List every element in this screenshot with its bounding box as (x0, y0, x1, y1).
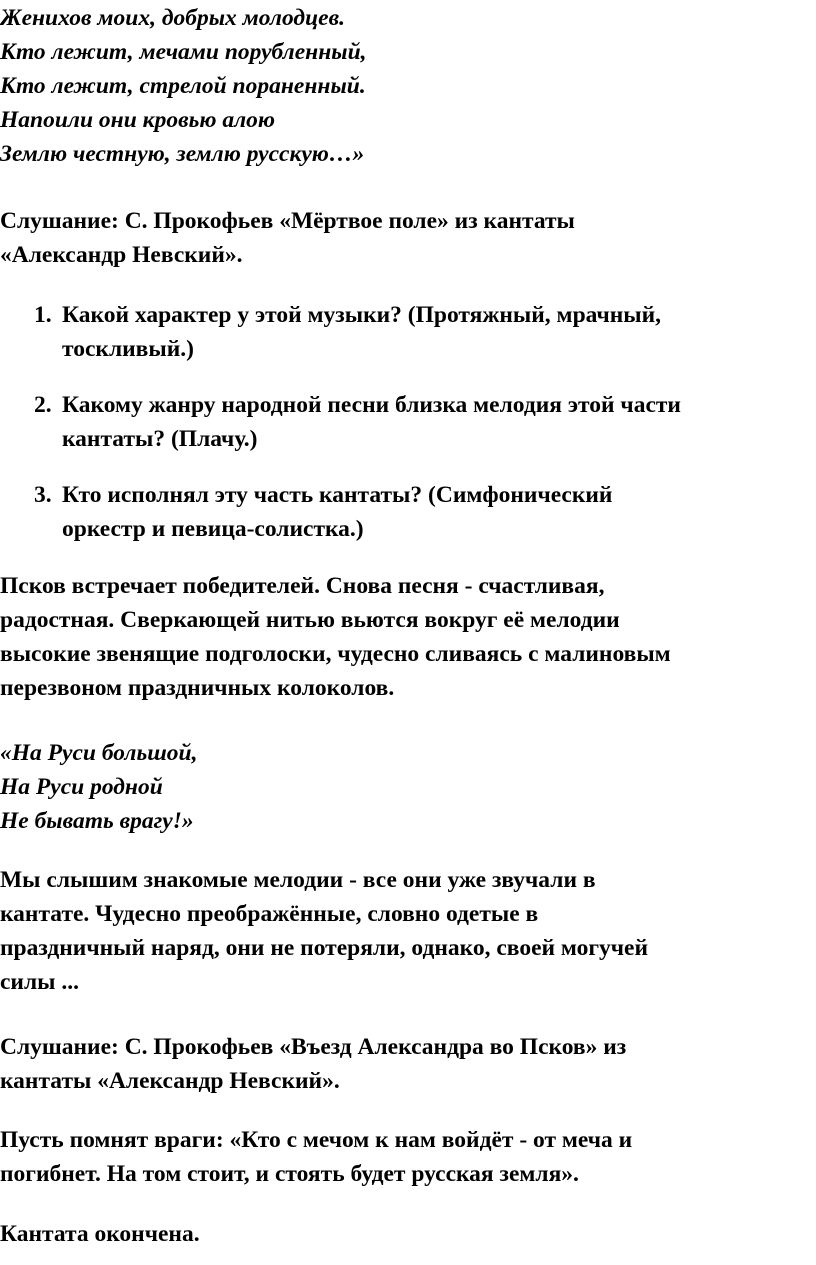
melodies-paragraph (0, 863, 810, 999)
paragraph-line: погибнет. На том стоит, и стоять будет русская земля». (0, 1161, 579, 1187)
poem-line: Землю честную, землю русскую…» (0, 141, 365, 167)
paragraph-line: Псков встречает победителей. Снова песня - счастливая, (0, 573, 605, 599)
poem-line: Женихов моих, добрых молодцев. (0, 5, 345, 31)
poem-line: Кто лежит, стрелой пораненный. (0, 73, 366, 99)
paragraph-line: Слушание: С. Прокофьев «Мёртвое поле» из кантаты (0, 208, 575, 234)
question-text: Какой характер у этой музыки? (Протяжный, мрачный, тоскливый.) (62, 302, 661, 362)
question-text: Кто исполнял эту часть кантаты? (Симфонический оркестр и певица-солистка.) (62, 482, 613, 542)
question-number: 2. (34, 392, 52, 418)
paragraph-line: кантаты «Александр Невский». (0, 1068, 340, 1094)
poem-stanza-lament (0, 1, 810, 171)
listening-pskov-entry (0, 1030, 810, 1098)
paragraph-line: перезвоном праздничных колоколов. (0, 675, 395, 701)
paragraph-line: Мы слышим знакомые мелодии - все они уже звучали в (0, 867, 596, 893)
question-text: Какому жанру народной песни близка мелодия этой части кантаты? (Плачу.) (62, 392, 681, 452)
paragraph-line: Кантата окончена. (0, 1221, 200, 1247)
question-number: 1. (34, 302, 52, 328)
poem-stanza-victory (0, 736, 810, 838)
paragraph-line: Пусть помнят враги: «Кто с мечом к нам войдёт - от меча и (0, 1127, 633, 1153)
enemies-paragraph (0, 1123, 810, 1191)
cantata-ending (0, 1217, 810, 1251)
listening-dead-field (0, 204, 810, 272)
paragraph-line: высокие звенящие подголоски, чудесно сливаясь с малиновым (0, 641, 671, 667)
question-number: 3. (34, 482, 52, 508)
poem-line: Не бывать врагу!» (0, 808, 194, 834)
paragraph-line: праздничный наряд, они не потеряли, однако, своей могучей (0, 935, 649, 961)
paragraph-line: радостная. Сверкающей нитью вьются вокруг её мелодии (0, 607, 620, 633)
paragraph-line: «Александр Невский». (0, 242, 243, 268)
paragraph-line: Слушание: С. Прокофьев «Въезд Александра во Псков» из (0, 1034, 627, 1060)
paragraph-line: силы ... (0, 969, 80, 995)
poem-line: Напоили они кровью алою (0, 107, 276, 133)
paragraph-line: кантате. Чудесно преображённые, словно одетые в (0, 901, 539, 927)
pskov-paragraph (0, 569, 810, 705)
poem-line: «На Руси большой, (0, 740, 198, 766)
poem-line: Кто лежит, мечами порубленный, (0, 39, 367, 65)
poem-line: На Руси родной (0, 774, 163, 800)
